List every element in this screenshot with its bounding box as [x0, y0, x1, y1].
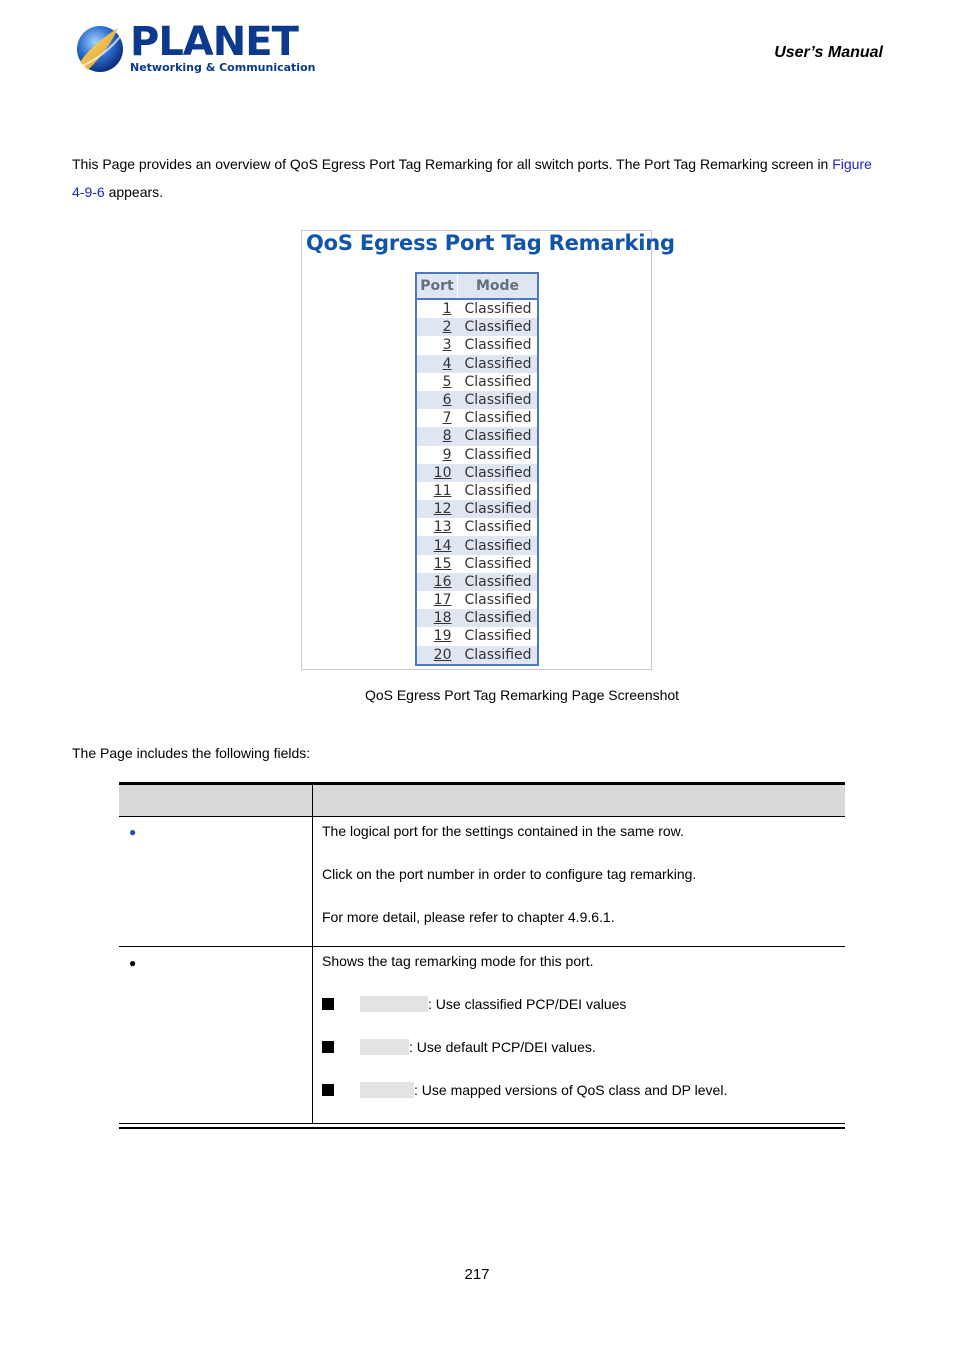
option-text: : Use mapped versions of QoS class and DP level. — [414, 1082, 728, 1098]
column-header-mode: Mode — [458, 273, 539, 299]
port-link[interactable]: 10 — [433, 464, 452, 481]
square-bullet-icon — [322, 1084, 334, 1096]
manual-label: User’s Manual — [774, 44, 883, 61]
table-row — [416, 409, 538, 427]
port-cell — [416, 464, 458, 482]
mode-cell: Classified — [458, 336, 539, 354]
table-row — [416, 627, 538, 645]
table-row — [416, 299, 538, 318]
square-bullet-icon — [322, 998, 334, 1010]
mode-cell: Classified — [458, 591, 539, 609]
description-line: For more detail, please refer to chapter 4.9.6.1. — [322, 909, 615, 925]
port-link[interactable]: 11 — [433, 482, 452, 499]
mode-cell: Classified — [458, 391, 539, 409]
mode-cell: Classified — [458, 646, 539, 665]
table-row — [416, 500, 538, 518]
port-cell — [416, 536, 458, 554]
option-text: : Use classified PCP/DEI values — [428, 996, 627, 1012]
fields-intro: The Page includes the following fields: — [72, 745, 311, 761]
port-link[interactable]: 17 — [433, 592, 452, 609]
mode-cell: Classified — [458, 373, 539, 391]
mode-cell: Classified — [458, 446, 539, 464]
port-cell — [416, 518, 458, 536]
table-row — [416, 573, 538, 591]
port-cell — [416, 409, 458, 427]
option-label-highlight — [360, 1082, 414, 1098]
column-header-port: Port — [416, 273, 458, 299]
table-row — [416, 591, 538, 609]
option-line — [322, 990, 845, 1033]
port-cell — [416, 336, 458, 354]
table-row — [416, 555, 538, 573]
figure-link[interactable]: Figure 4-9-6 — [72, 156, 872, 200]
port-link[interactable]: 7 — [442, 410, 452, 427]
table-row — [416, 446, 538, 464]
port-cell — [416, 646, 458, 665]
table-row — [416, 536, 538, 554]
mode-cell: Classified — [458, 355, 539, 373]
port-cell — [416, 318, 458, 336]
description-line: The logical port for the settings contained in the same row. — [322, 823, 684, 839]
option-line — [322, 1076, 845, 1119]
mode-cell: Classified — [458, 318, 539, 336]
intro-text-end: appears. — [104, 184, 164, 200]
port-link[interactable]: 12 — [433, 501, 452, 518]
mode-cell: Classified — [458, 299, 539, 318]
globe-icon — [72, 18, 128, 78]
intro-text: This Page provides an overview of QoS Egress Port Tag Remarking for all switch ports. The Port Tag Remarking screen in — [72, 156, 833, 172]
port-cell — [416, 355, 458, 373]
field-row-port — [119, 817, 845, 947]
option-label-highlight — [360, 996, 428, 1012]
port-cell — [416, 573, 458, 591]
field-row-mode — [119, 947, 845, 1123]
table-row — [416, 355, 538, 373]
port-cell — [416, 391, 458, 409]
port-cell — [416, 373, 458, 391]
port-cell — [416, 446, 458, 464]
port-cell — [416, 609, 458, 627]
port-link[interactable]: 4 — [442, 355, 452, 372]
port-link[interactable]: 8 — [442, 428, 452, 445]
table-row — [416, 427, 538, 445]
page-number: 217 — [464, 1266, 490, 1283]
port-cell — [416, 427, 458, 445]
port-link[interactable]: 20 — [433, 646, 452, 663]
port-cell — [416, 627, 458, 645]
table-row — [416, 318, 538, 336]
mode-cell: Classified — [458, 536, 539, 554]
table-row — [416, 373, 538, 391]
planet-logo — [72, 18, 316, 80]
bullet-icon: ● — [129, 956, 137, 970]
fields-table-header — [119, 785, 845, 817]
field-name-cell — [119, 817, 313, 946]
table-row — [416, 518, 538, 536]
port-link[interactable]: 9 — [442, 446, 452, 463]
square-bullet-icon — [322, 1041, 334, 1053]
port-link[interactable]: 3 — [442, 337, 452, 354]
mode-cell: Classified — [458, 555, 539, 573]
port-link[interactable]: 5 — [442, 373, 452, 390]
port-table — [415, 272, 539, 666]
table-bottom-rule — [119, 1123, 845, 1129]
field-name-cell — [119, 947, 313, 1123]
description-line: Click on the port number in order to configure tag remarking. — [322, 866, 697, 882]
port-link[interactable]: 2 — [442, 319, 452, 336]
logo-subtitle: Networking & Communication — [130, 61, 316, 74]
mode-cell: Classified — [458, 464, 539, 482]
header-cell-object — [119, 785, 313, 816]
bullet-icon: ● — [129, 825, 137, 839]
screenshot-title: QoS Egress Port Tag Remarking — [306, 231, 675, 255]
port-cell — [416, 299, 458, 318]
port-link[interactable]: 6 — [442, 392, 452, 409]
table-row — [416, 391, 538, 409]
option-text: : Use default PCP/DEI values. — [409, 1039, 596, 1055]
mode-cell: Classified — [458, 482, 539, 500]
mode-cell: Classified — [458, 427, 539, 445]
table-row — [416, 646, 538, 665]
port-cell — [416, 555, 458, 573]
mode-cell: Classified — [458, 609, 539, 627]
mode-cell: Classified — [458, 518, 539, 536]
port-link[interactable]: 13 — [433, 519, 452, 536]
description-line: Shows the tag remarking mode for this port. — [322, 953, 594, 969]
field-description-cell — [313, 947, 845, 1123]
port-cell — [416, 482, 458, 500]
option-label-highlight — [360, 1039, 409, 1055]
option-line — [322, 1033, 845, 1076]
port-link[interactable]: 15 — [433, 555, 452, 572]
mode-cell: Classified — [458, 409, 539, 427]
table-row — [416, 464, 538, 482]
ui-screenshot — [301, 230, 675, 670]
port-link[interactable]: 16 — [433, 573, 452, 590]
mode-cell: Classified — [458, 573, 539, 591]
fields-table — [119, 782, 845, 1129]
mode-cell: Classified — [458, 500, 539, 518]
port-cell — [416, 591, 458, 609]
port-link[interactable]: 19 — [433, 628, 452, 645]
figure-caption: QoS Egress Port Tag Remarking Page Screenshot — [364, 687, 680, 703]
port-link[interactable]: 18 — [433, 610, 452, 627]
intro-paragraph — [72, 150, 872, 206]
mode-cell: Classified — [458, 627, 539, 645]
table-row — [416, 609, 538, 627]
field-description-cell — [313, 817, 845, 946]
logo-wordmark: PLANET — [130, 19, 298, 65]
port-cell — [416, 500, 458, 518]
table-row — [416, 336, 538, 354]
port-link[interactable]: 14 — [433, 537, 452, 554]
port-link[interactable]: 1 — [442, 301, 452, 318]
table-row — [416, 482, 538, 500]
